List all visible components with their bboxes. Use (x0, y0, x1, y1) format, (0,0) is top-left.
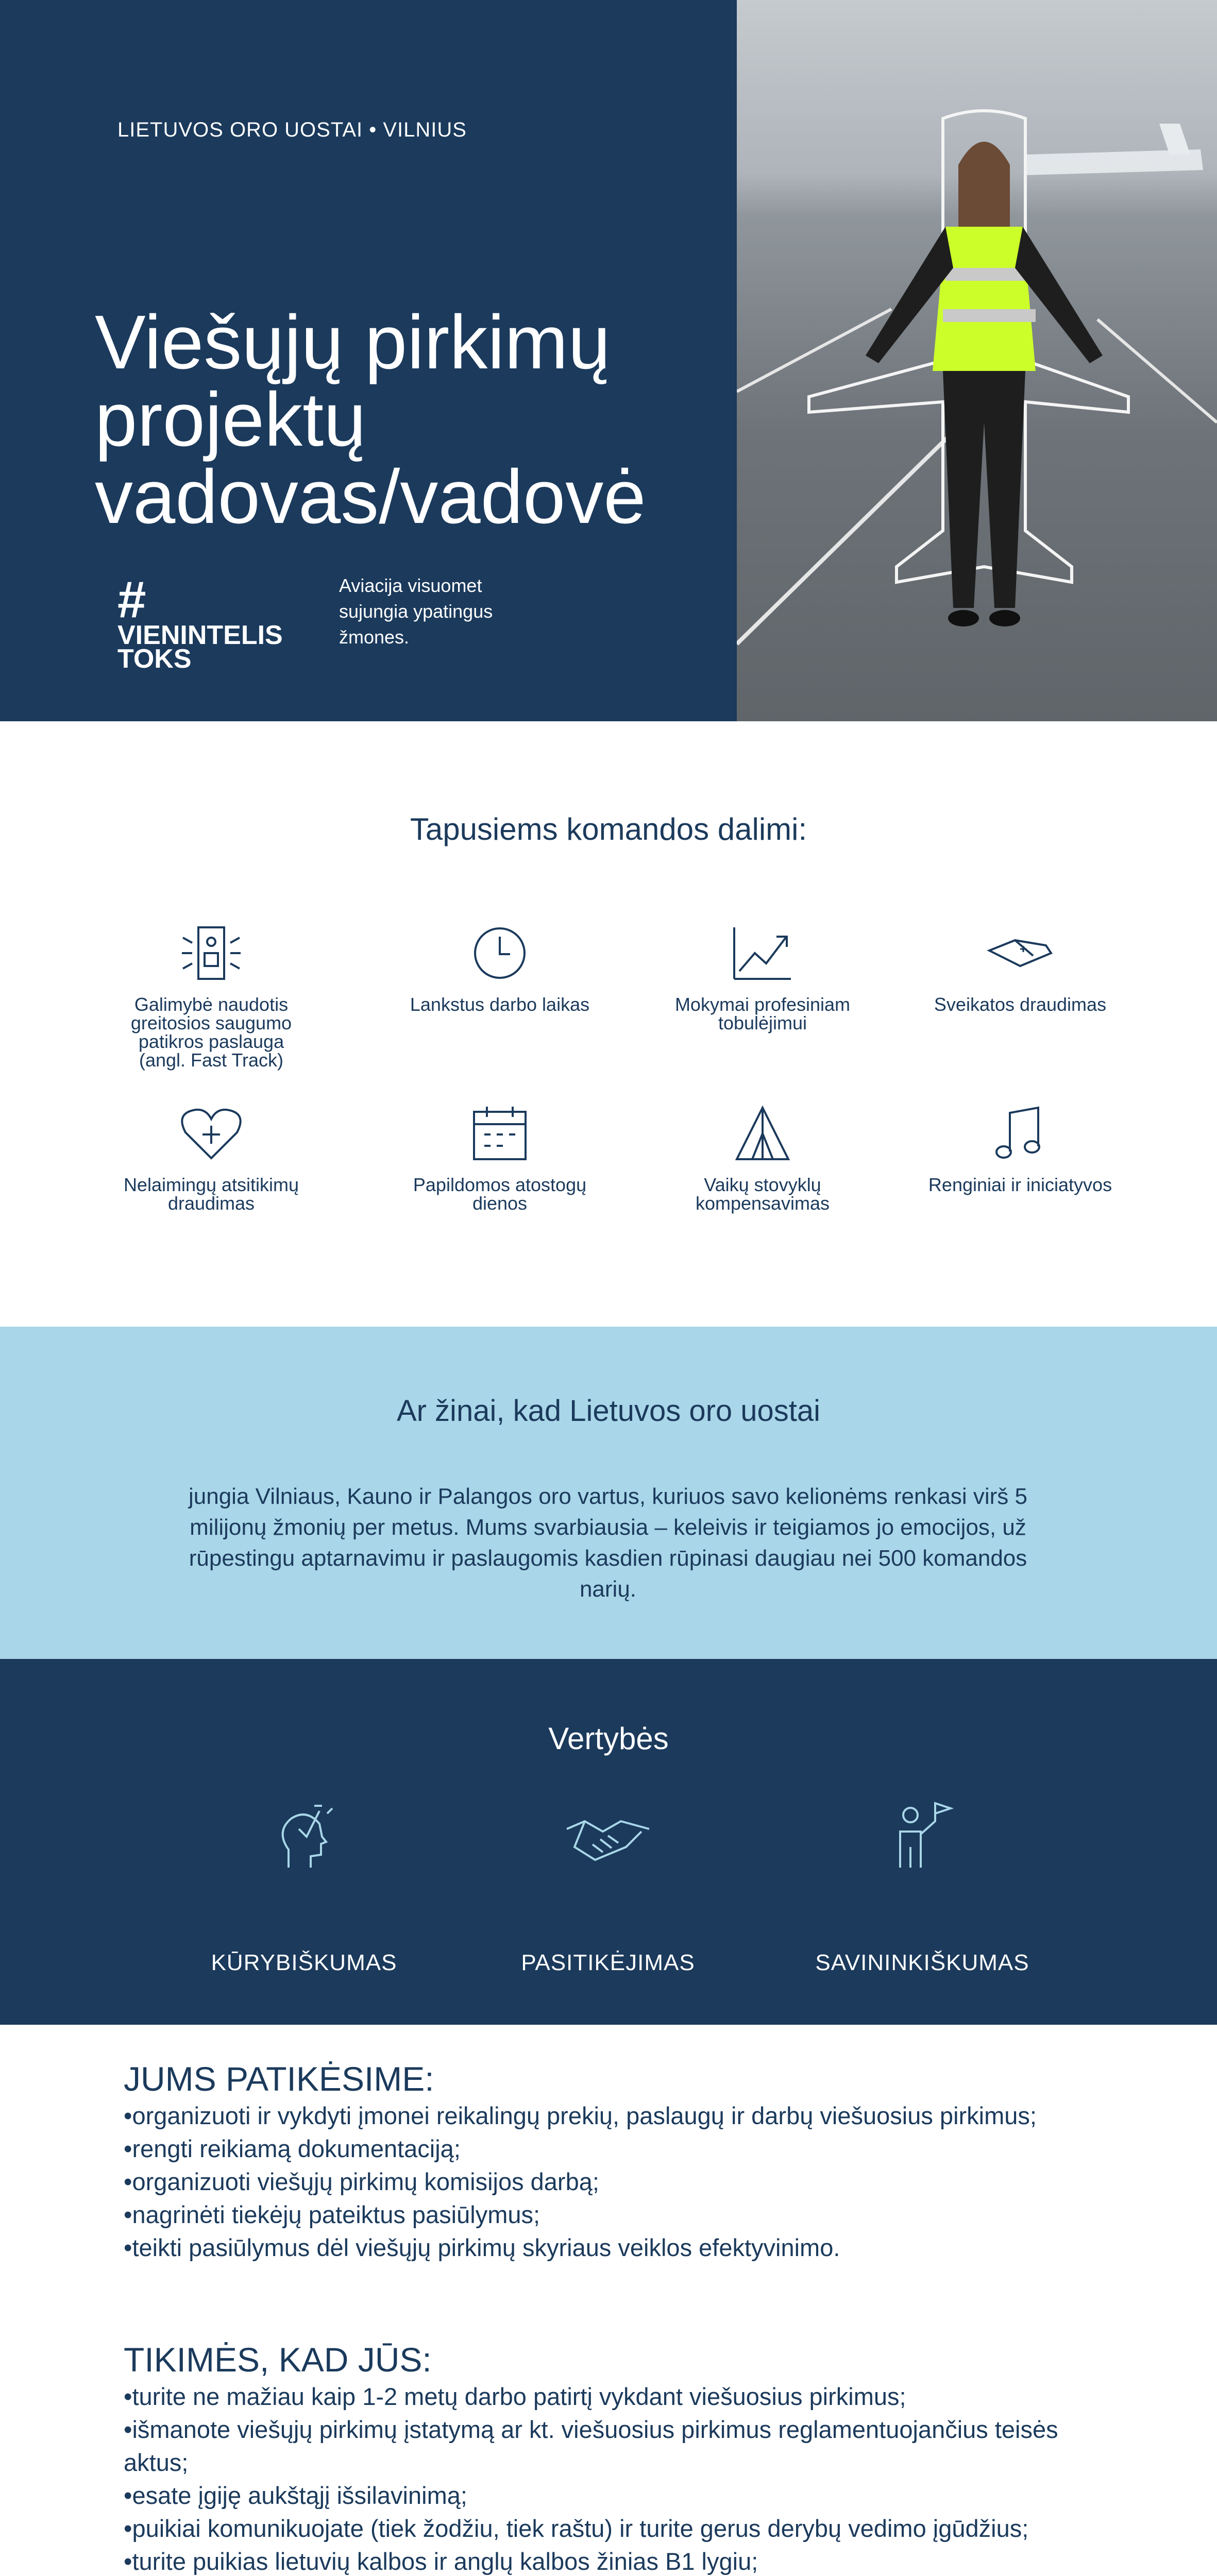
benefit-children-camps (670, 1103, 855, 1213)
benefit-label: Papildomos atostogų dienos (413, 1174, 587, 1214)
benefit-extra-vacation (407, 1103, 593, 1213)
benefit-health-insurance (927, 922, 1113, 1014)
list-item: • turite ne mažiau kaip 1-2 metų darbo patirtį vykdant viešuosius pirkimus; (124, 2380, 1103, 2413)
requirements-section (124, 2339, 1103, 2576)
values-heading: Vertybės (548, 1721, 669, 1756)
responsibilities-heading: JUMS PATIKĖSIME: (124, 2060, 434, 2098)
person-flag-icon (889, 1801, 956, 1873)
list-item: • puikiai komunikuojate (tiek žodžiu, tiek raštu) ir turite gerus derybų vedimo įgūdžius; (124, 2512, 1103, 2545)
tent-icon (729, 1103, 796, 1164)
calendar-icon (469, 1103, 531, 1164)
hero-tagline: Aviacija visuomet sujungia ypatingus žmones. (339, 575, 493, 648)
responsibilities-list (124, 2099, 1103, 2264)
hero-left-panel (0, 0, 737, 721)
benefit-flexible-hours (407, 922, 593, 1014)
handshake-icon (564, 1801, 652, 1873)
list-item: • rengti reikiamą dokumentaciją; (124, 2132, 1103, 2165)
hero-banner (0, 0, 1217, 721)
security-scan-icon (178, 922, 245, 984)
growth-chart-icon (729, 922, 796, 984)
values-section (0, 1659, 1217, 2025)
job-title: Viešųjų pirkimų projektų vadovas/vadovė (95, 300, 646, 539)
clock-icon (469, 922, 531, 984)
list-item: • išmanote viešųjų pirkimų įstatymą ar kt. viešuosius pirkimus reglamentuojančius teisės aktus; (124, 2413, 1103, 2479)
benefit-label: Renginiai ir iniciatyvos (928, 1174, 1112, 1195)
benefit-label: Galimybė naudotis greitosios saugumo patikros paslauga (angl. Fast Track) (130, 994, 292, 1071)
fact-section (0, 1327, 1217, 1659)
hashtag-line-2: TOKS (117, 644, 192, 674)
music-note-icon (989, 1103, 1051, 1164)
value-label: PASITIKĖJIMAS (521, 1950, 695, 1975)
requirements-heading: TIKIMĖS, KAD JŪS: (124, 2341, 432, 2379)
creativity-icon (271, 1801, 337, 1873)
benefit-label: Mokymai profesiniam tobulėjimui (674, 994, 851, 1033)
benefit-label: Sveikatos draudimas (934, 994, 1107, 1015)
hero-photo (737, 0, 1217, 721)
benefit-label: Lankstus darbo laikas (410, 994, 590, 1015)
benefit-label: Nelaimingų atsitikimų draudimas (123, 1174, 299, 1214)
benefit-events (927, 1103, 1113, 1194)
requirements-list (124, 2380, 1103, 2576)
hero-subtitle: LIETUVOS ORO UOSTAI • VILNIUS (117, 118, 467, 141)
benefits-heading: Tapusiems komandos dalimi: (410, 812, 807, 846)
list-item: • organizuoti viešųjų pirkimų komisijos darbą; (124, 2165, 1103, 2198)
value-trust (479, 1801, 737, 1976)
hashtag-logo: # VIENINTELIS TOKS (117, 571, 283, 674)
list-item: • esate įgiję aukštąjį išsilavinimą; (124, 2479, 1103, 2512)
value-creativity (175, 1801, 433, 1976)
hashtag-line-1: VIENINTELIS (117, 620, 283, 650)
benefit-label: Vaikų stovyklų kompensavimas (695, 1174, 830, 1214)
value-ownership (793, 1801, 1051, 1976)
value-label: KŪRYBIŠKUMAS (211, 1950, 397, 1975)
list-item: • nagrinėti tiekėjų pateiktus pasiūlymus; (124, 2198, 1103, 2231)
benefit-fast-track (119, 922, 304, 1070)
fact-heading: Ar žinai, kad Lietuvos oro uostai (396, 1394, 821, 1428)
value-label: SAVININKIŠKUMAS (815, 1950, 1029, 1975)
responsibilities-section (124, 2058, 1103, 2264)
benefit-training (670, 922, 855, 1032)
list-item: • turite puikias lietuvių kalbos ir anglų kalbos žinias B1 lygiu; (124, 2545, 1103, 2576)
health-hand-icon (984, 922, 1056, 984)
fact-text: jungia Vilniaus, Kauno ir Palangos oro vartus, kuriuos savo kelionėms renkasi virš 5 milijonų žmonių per metus. Mums svarbiausia – keleivis ir teigiamos jo emocijos, už rūpestingu aptarnavimu ir paslaugomis kasdien rūpinasi daugiau nei 500 komandos narių. (188, 1484, 1028, 1602)
list-item: • teikti pasiūlymus dėl viešųjų pirkimų skyriaus veiklos efektyvinimo. (124, 2231, 1103, 2264)
heart-plus-icon (178, 1103, 245, 1164)
benefit-accident-insurance (119, 1103, 304, 1213)
list-item: • organizuoti ir vykdyti įmonei reikalingų prekių, paslaugų ir darbų viešuosius pirkimus; (124, 2099, 1103, 2132)
airport-woman-illustration (737, 0, 1217, 721)
